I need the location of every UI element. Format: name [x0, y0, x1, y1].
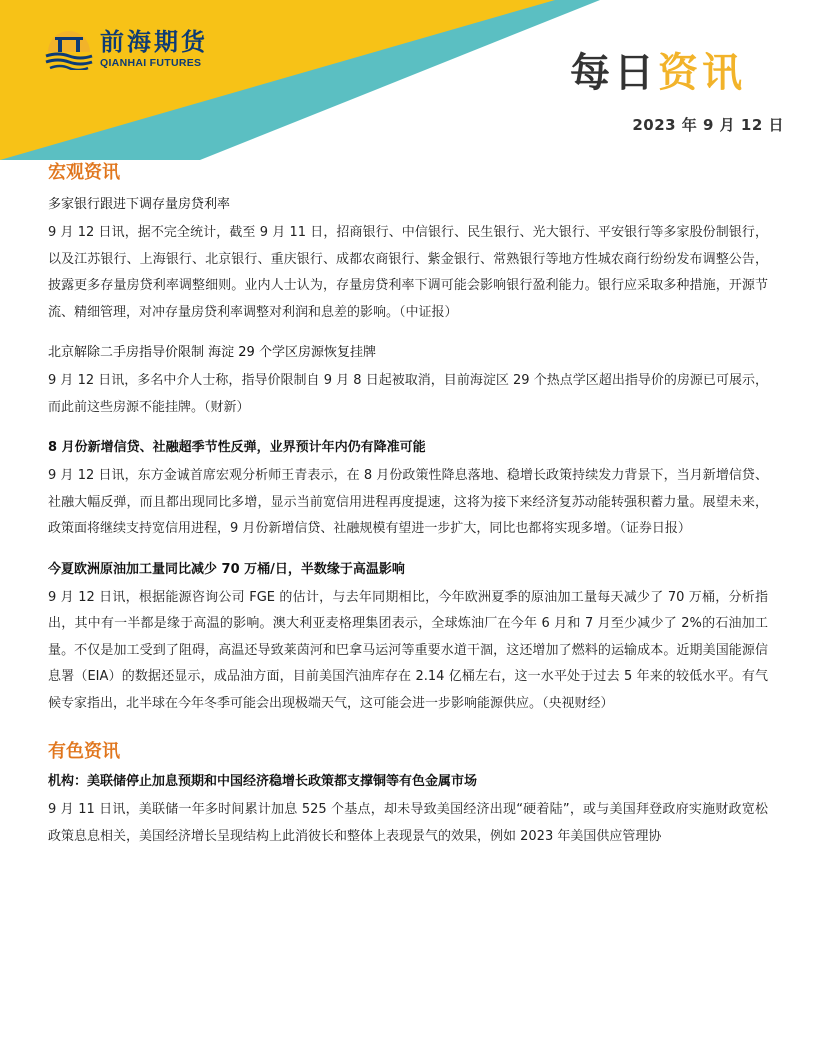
article-headline: 8 月份新增信贷、社融超季节性反弹，业界预计年内仍有降准可能: [48, 440, 426, 455]
section-title-nonferrous: 有色资讯: [48, 741, 120, 762]
article-body: 9 月 11 日讯，美联储一年多时间累计加息 525 个基点，却未导致美国经济出现“硬着陆”，或与美国拜登政府实施财政宽松政策息息相关，美国经济增长呈现结构上此消彼长和整体上表现景气的效果，例如 2023 年美国供应管理协: [48, 802, 768, 844]
page-title-part1: 每日: [570, 50, 658, 96]
page-title-part2: 资讯: [658, 50, 746, 96]
article: [48, 771, 768, 850]
section-title-macro: 宏观资讯: [48, 162, 120, 183]
document-body: [48, 160, 768, 866]
article-headline: 今夏欧洲原油加工量同比减少 70 万桶/日，半数缘于高温影响: [48, 561, 405, 577]
article-body: 9 月 12 日讯，东方金诚首席宏观分析师王青表示，在 8 月份政策性降息落地、稳增长政策持续发力背景下，当月新增信贷、社融大幅反弹，而且都出现同比多增，显示当前宽信用进程再度提速，这将为接下来经济复苏动能转强积蓄力量。展望未来，政策面将继续支持宽信用进程，9 月份新增信贷、社融规模有望进一步扩大，同比也都将实现多增。（证券日报）: [48, 468, 768, 536]
article-body: 9 月 12 日讯，多名中介人士称，指导价限制自 9 月 8 日起被取消，目前海淀区 29 个热点学区超出指导价的房源已可展示，而此前这些房源不能挂牌。（财新）: [48, 373, 768, 415]
company-logo: [44, 28, 208, 70]
article-headline: 机构：美联储停止加息预期和中国经济稳增长政策都支撑铜等有色金属市场: [48, 774, 478, 789]
article: [48, 194, 768, 326]
article-headline: 多家银行跟进下调存量房贷利率: [48, 197, 231, 212]
banner-yellow-stripe: [0, 0, 555, 160]
logo-name-cn: 前海期货: [100, 27, 208, 56]
article: [48, 559, 768, 718]
qianhai-logo-mark-icon: [44, 28, 94, 70]
article: [48, 342, 768, 421]
article-body: 9 月 12 日讯，根据能源咨询公司 FGE 的估计，与去年同期相比，今年欧洲夏季的原油加工量每天减少了 70 万桶，分析指出，其中有一半都是缘于高温的影响。澳大利亚麦格理集团表示，全球炼油厂在今年 6 月和 7 月至少减少了 2%的石油加工量。不仅是加工受到了阻碍，高温还导致莱茵河和巴拿马运河等重要水道干涸，这还增加了燃料的运输成本。近期美国能源信息署（EIA）的数据还显示，成品油方面，目前美国汽油库存在 2.14 亿桶左右，这一水平处于过去 5 年来的较低水平。有气候专家指出，北半球在今年冬季可能会出现极端天气，这可能会进一步影响能源供应。（央视财经）: [48, 589, 768, 711]
article-headline: 北京解除二手房指导价限制 海淀 29 个学区房源恢复挂牌: [48, 345, 376, 360]
page-title: [570, 48, 746, 98]
article-body: 9 月 12 日讯，据不完全统计，截至 9 月 11 日，招商银行、中信银行、民生银行、光大银行、平安银行等多家股份制银行，以及江苏银行、上海银行、北京银行、重庆银行、成都农商银行、紫金银行、常熟银行等地方性城农商行纷纷发布调整公告，披露更多存量房贷利率调整细则。业内人士认为，存量房贷利率下调可能会影响银行盈利能力。银行应采取多种措施，开源节流、精细管理，对冲存量房贷利率调整对利润和息差的影响。（中证报）: [48, 225, 768, 320]
report-date: 2023 年 9 月 12 日: [632, 116, 784, 134]
article: [48, 437, 768, 543]
logo-name-en: QIANHAI FUTURES: [100, 57, 202, 69]
